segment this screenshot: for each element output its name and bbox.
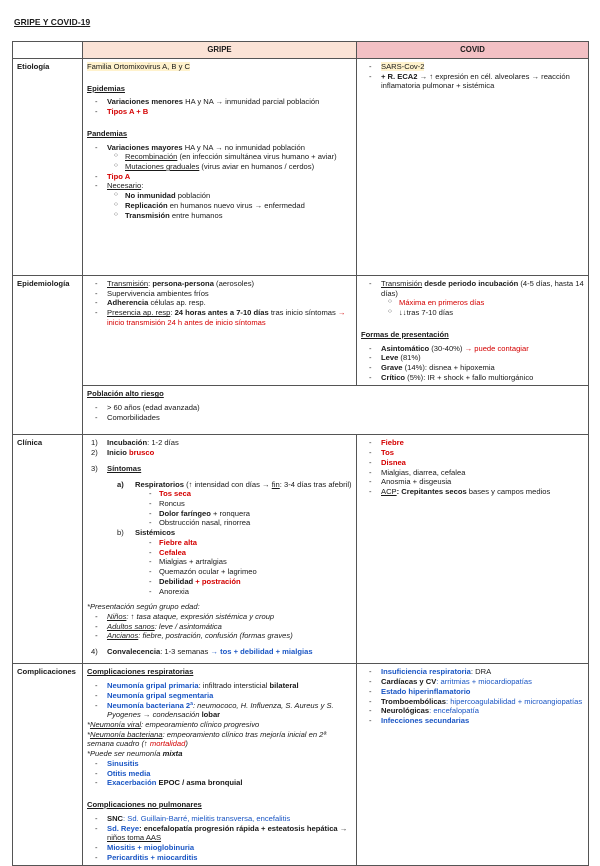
complicaciones-covid-cell: [357, 664, 589, 866]
epidemias-heading: Epidemias: [87, 83, 125, 93]
list-item: - Exacerbación EPOC / asma bronquial: [95, 778, 243, 788]
list-item: - Transmisión: persona-persona (aerosoles): [95, 278, 255, 288]
list-item: - Roncus: [149, 499, 185, 509]
list-item: - Fiebre alta: [149, 537, 197, 547]
list-item: - Quemazón ocular + lagrimeo: [149, 567, 257, 577]
poblacion-heading: Población alto riesgo: [87, 389, 164, 399]
epidemiologia-covid-cell: [357, 275, 589, 385]
nota-mixta: *Puede ser neumonía mixta: [87, 749, 183, 759]
presentacion-note: *Presentación según grupo edad:: [87, 602, 200, 612]
familia-text: Familia Ortomixovirus A, B y C: [87, 61, 190, 71]
list-item: - Mialgias, diarrea, cefalea: [369, 467, 466, 477]
list-item: - Tipo A: [95, 171, 131, 181]
formas-heading: Formas de presentación: [361, 329, 449, 339]
list-item: - Neumonía gripal segmentaria: [95, 690, 214, 700]
list-item: - Anosmia + disgeusia: [369, 477, 452, 487]
list-item: - Asintomático (30-40%) → puede contagiar: [369, 343, 529, 353]
list-item: - Variaciones menores HA y NA → inmunidad parcial población: [95, 97, 320, 107]
nota-bacteriana: *Neumonía bacteriana: empeoramiento clínico tras mejoría inicial en 2ª semana cuadro (↑ mortalidad): [87, 729, 327, 749]
list-item: ○ No inmunidad población: [114, 191, 211, 201]
header-covid: COVID: [357, 42, 589, 59]
comp-resp-heading: Complicaciones respiratorias: [87, 667, 194, 677]
list-item: - Otitis media: [95, 768, 151, 778]
comp-nopulm-heading: Complicaciones no pulmonares: [87, 800, 202, 810]
list-item: ○ Mutaciones graduales (virus aviar en humanos / cerdos): [114, 162, 315, 171]
row-label-complicaciones: Complicaciones: [13, 664, 83, 866]
list-item: - + R. ECA2 → ↑ expresión en cél. alveolares → reacción inflamatoria pulmonar + sistémica: [369, 71, 570, 91]
list-item: - Cefalea: [149, 547, 187, 557]
list-item: - Debilidad + postración: [149, 576, 241, 586]
list-item: - Grave (14%): disnea + hipoxemia: [369, 363, 495, 372]
list-item: - Tromboembólicas: hipercoagulabilidad + microangiopatías: [369, 696, 583, 706]
list-item: - Tipos A + B: [95, 107, 149, 117]
list-item: - Sinusitis: [95, 758, 139, 768]
list-item: - Dolor faríngeo + ronquera: [149, 508, 250, 518]
list-item: - Tos: [369, 448, 394, 458]
row-label-etiologia: Etiología: [13, 58, 83, 275]
clinica-gripe-cell: [83, 435, 357, 664]
list-item: - SNC: Sd. Guillain-Barré, mielitis transversa, encefalitis: [95, 813, 291, 823]
poblacion-cell: [83, 386, 589, 435]
list-item: - Obstrucción nasal, rinorrea: [149, 518, 251, 528]
list-item: ○ Máxima en primeros días: [388, 298, 485, 308]
list-item: 4) Convalecencia: 1-3 semanas → tos + debilidad + mialgias: [91, 647, 313, 657]
row-epidemiologia: [13, 275, 589, 385]
comparison-table: [12, 41, 589, 866]
list-item: - Adultos sanos: leve / asintomática: [95, 621, 222, 631]
list-item: - Transmisión desde periodo incubación (4-5 días, hasta 14 días): [369, 278, 584, 298]
list-item: - Comorbilidades: [95, 412, 160, 422]
list-item: ○ Transmisión entre humanos: [114, 210, 223, 220]
list-item: - > 60 años (edad avanzada): [95, 403, 200, 413]
list-item: - Anorexia: [149, 586, 189, 596]
list-item: ○ Replicación en humanos nuevo virus → enfermedad: [114, 200, 305, 210]
list-item: - Variaciones mayores HA y NA → no inmunidad población: [95, 142, 305, 152]
list-item: - Neumonía gripal primaria: infiltrado intersticial bilateral: [95, 681, 299, 691]
list-item: - Miositis + mioglobinuria: [95, 842, 195, 852]
list-item: a) Respiratorios (↑ intensidad con días → fin: 3-4 días tras afebril): [117, 479, 352, 489]
list-item: - Leve (81%): [369, 353, 421, 363]
list-item: 1) Incubación: 1-2 días: [91, 438, 179, 448]
list-item: - Adherencia células ap. resp.: [95, 298, 206, 308]
list-item: 2) Inicio brusco: [91, 448, 155, 458]
list-item: - Estado hiperinflamatorio: [369, 686, 471, 696]
row-clinica: [13, 435, 589, 664]
list-item: ○ ↓↓tras 7-10 días: [388, 308, 454, 318]
list-item: b) Sistémicos: [117, 528, 176, 538]
list-item: - Cardíacas y CV: arritmias + miocardiopatías: [369, 677, 532, 687]
header-empty-cell: [13, 42, 83, 59]
etiologia-covid-cell: [357, 58, 589, 275]
row-poblacion: [13, 386, 589, 435]
list-item: - Disnea: [369, 457, 406, 467]
etiologia-gripe-cell: [83, 58, 357, 275]
nota-viral: *Neumonía viral: empeoramiento clínico progresivo: [87, 720, 260, 730]
list-item: - Presencia ap. resp: 24 horas antes a 7-10 días tras inicio síntomas → inicio transmisión 24 h antes de inicio síntomas: [95, 308, 346, 327]
list-item: - Tos seca: [149, 489, 191, 499]
list-item: 3) Síntomas: [91, 463, 142, 473]
list-item: - Mialgias + artralgias: [149, 557, 227, 567]
row-label-epidemiologia: Epidemiología: [13, 275, 83, 434]
header-gripe: GRIPE: [83, 42, 357, 59]
row-etiologia: [13, 58, 589, 275]
epidemiologia-gripe-cell: [83, 275, 357, 385]
header-row: [13, 42, 589, 59]
list-item: - Crítico (5%): IR + shock + fallo multiorgánico: [369, 372, 534, 382]
clinica-covid-cell: [357, 435, 589, 664]
list-item: - Supervivencia ambientes fríos: [95, 288, 209, 298]
row-label-clinica: Clínica: [13, 435, 83, 664]
list-item: - ACP: Crepitantes secos bases y campos medios: [369, 487, 551, 497]
page-title: GRIPE Y COVID-19: [14, 17, 91, 27]
list-item: - Necesario:: [95, 181, 144, 191]
list-item: - Infecciones secundarias: [369, 716, 470, 726]
list-item: ○ Recombinación (en infección simultánea virus humano + aviar): [114, 152, 337, 162]
list-item: - Niños: ↑ tasa ataque, expresión sistémica y croup: [95, 611, 275, 621]
list-item: - Neurológicas: encefalopatía: [369, 706, 479, 716]
list-item: - SARS-Cov-2: [369, 61, 425, 71]
pandemias-heading: Pandemias: [87, 128, 128, 138]
list-item: - Sd. Reye: encefalopatía progresión rápida + esteatosis hepática → niños toma AAS: [95, 823, 348, 843]
complicaciones-gripe-cell: [83, 664, 357, 866]
familia-line: [87, 62, 352, 72]
list-item: - Fiebre: [369, 438, 404, 448]
list-item: - Ancianos: fiebre, postración, confusión (formas graves): [95, 631, 293, 641]
list-item: - Insuficiencia respiratoria: DRA: [369, 667, 492, 677]
list-item: - Pericarditis + miocarditis: [95, 852, 198, 862]
list-item: - Neumonía bacteriana 2ª: neumococo, H. Influenza, S. Aureus y S. Pyogenes → condensación lobar: [95, 700, 334, 720]
row-complicaciones: [13, 664, 589, 866]
